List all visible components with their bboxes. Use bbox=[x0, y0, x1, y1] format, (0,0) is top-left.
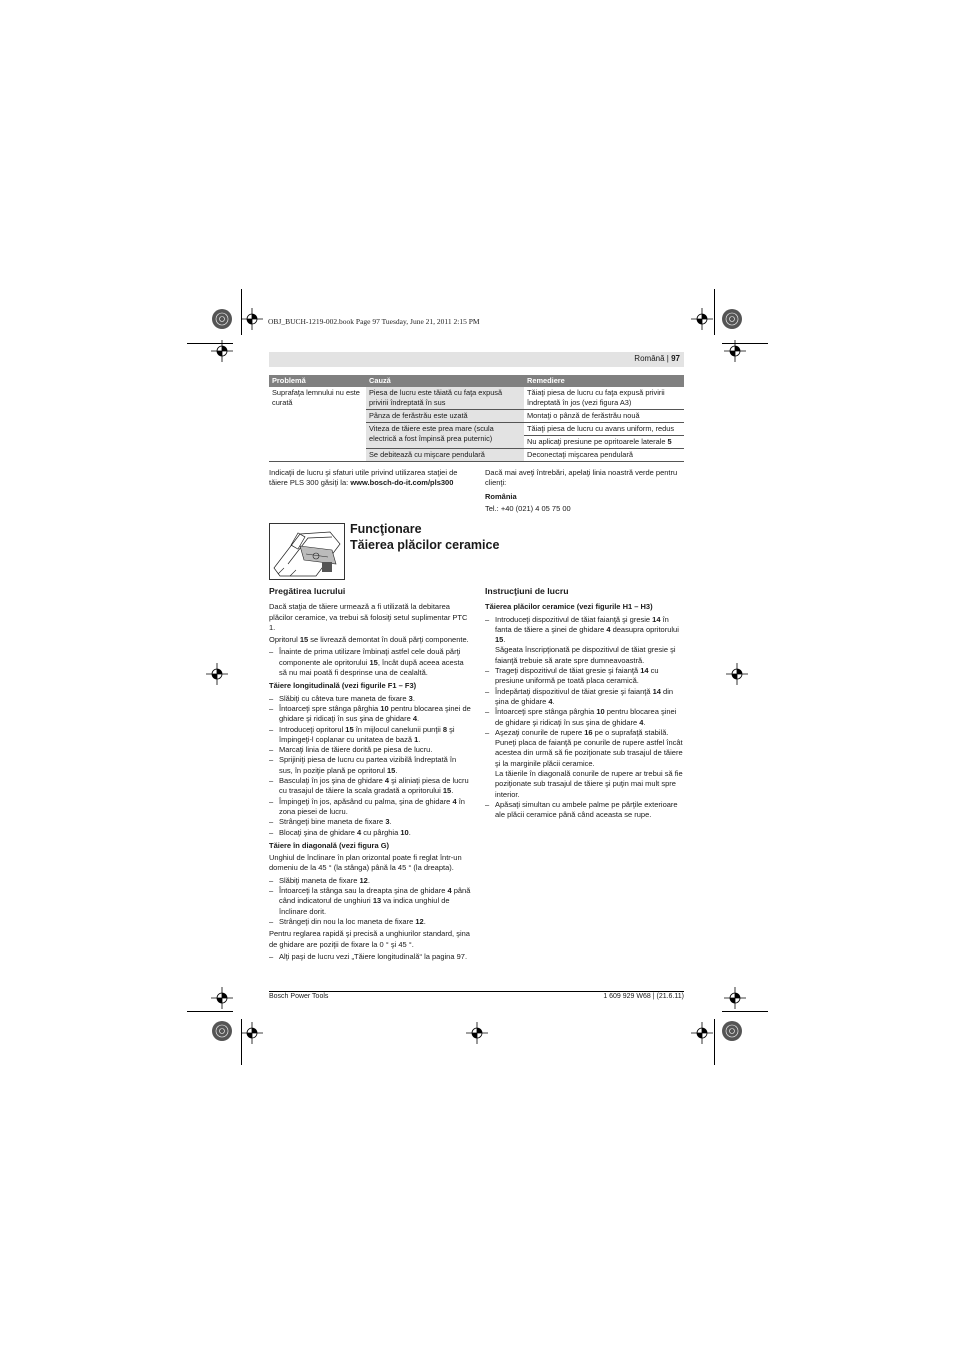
heading-instructions: Instrucţiuni de lucru bbox=[485, 586, 569, 596]
registration-target-icon bbox=[211, 1020, 233, 1042]
tips-link[interactable]: www.bosch-do-it.com/pls300 bbox=[350, 478, 454, 488]
country-label: România bbox=[485, 491, 517, 501]
section-title bbox=[350, 521, 499, 553]
cause-cell: Pânza de ferăstrău este uzată bbox=[366, 410, 524, 423]
page-number: 97 bbox=[671, 354, 680, 363]
cause-cell: Piesa de lucru este tăiată cu faţa expusă privirii îndreptată în sus bbox=[366, 387, 524, 410]
remedy-text: Nu aplicaţi presiune pe opritoarele laterale bbox=[527, 437, 668, 446]
list-item: – Strângeţi din nou la loc maneta de fixare 12. bbox=[269, 917, 471, 927]
list-item: – Îndepărtaţi dispozitivul de tăiat gresie şi faianţă 14 din şina de ghidare 4. bbox=[485, 687, 685, 708]
remedy-cell: Tăiaţi piesa de lucru cu avans uniform, redus bbox=[524, 423, 684, 436]
list-item: – Împingeţi în jos, apăsând cu palma, şina de ghidare 4 în zona piesei de lucru. bbox=[269, 797, 471, 818]
crop-mark bbox=[714, 1019, 715, 1065]
registration-target-icon bbox=[721, 1020, 743, 1042]
list-item: – Slăbiţi maneta de fixare 12. bbox=[269, 876, 471, 886]
paragraph: Dacă staţia de tăiere urmează a fi utilizată la debitarea plăcilor ceramice, va trebui să folosiţi setul suplimentar PTC 1. bbox=[269, 602, 468, 632]
page-header bbox=[634, 354, 680, 363]
list-item: – Marcaţi linia de tăiere dorită pe piesa de lucru. bbox=[269, 745, 471, 755]
list-item: – Strângeţi bine maneta de fixare 3. bbox=[269, 817, 471, 827]
list-item: – Înainte de prima utilizare îmbinaţi astfel cele două părţi componente ale opritorului 15, încât după aceea acesta să nu mai poată fi desprinse una de cealaltă. bbox=[269, 647, 471, 678]
crosshair-icon bbox=[206, 663, 228, 685]
tips-right bbox=[485, 468, 685, 516]
list-item: – Introduceţi opritorul 15 în mijlocul canelunii punţii 8 şi împingeţi-l coplanar cu unitatea de bază 1. bbox=[269, 725, 471, 746]
table-header-cell: Remediere bbox=[524, 375, 684, 387]
crosshair-icon bbox=[211, 340, 233, 362]
bullet-list bbox=[269, 876, 471, 927]
crosshair-icon bbox=[241, 308, 263, 330]
crosshair-icon bbox=[241, 1022, 263, 1044]
list-item: – Blocaţi şina de ghidare 4 cu pârghia 10. bbox=[269, 828, 471, 838]
paragraph: Unghiul de înclinare în plan orizontal poate fi reglat într-un domeniu de la 45 ° (la stânga) până la 45 ° (la dreapta). bbox=[269, 853, 462, 873]
crosshair-icon bbox=[466, 1022, 488, 1044]
remedy-cell: Deconectaţi mişcarea pendulară bbox=[524, 449, 684, 462]
tool-illustration bbox=[269, 523, 345, 580]
table-row bbox=[269, 387, 684, 410]
page-header-bar bbox=[269, 352, 684, 367]
remedy-cell: Montaţi o pânză de ferăstrău nouă bbox=[524, 410, 684, 423]
crop-mark bbox=[187, 1011, 233, 1012]
list-item: – Apăsaţi simultan cu ambele palme pe părţile exterioare ale plăcii ceramice până când aceasta se rupe. bbox=[485, 800, 685, 821]
part-number: 5 bbox=[667, 437, 672, 446]
file-info-line: OBJ_BUCH-1219-002.book Page 97 Tuesday, June 21, 2011 2:15 PM bbox=[268, 317, 480, 326]
heading-ceramic-cutting: Tăierea plăcilor ceramice (vezi figurile H1 – H3) bbox=[485, 602, 653, 612]
bullet-list bbox=[485, 615, 685, 821]
footer-rule bbox=[269, 991, 684, 992]
list-item: – Întoarceţi spre stânga pârghia 10 pentru blocarea şinei de ghidare şi ridicaţi în sus şina de ghidare 4. bbox=[269, 704, 471, 725]
registration-target-icon bbox=[211, 308, 233, 330]
list-item: – Slăbiţi cu câteva ture maneta de fixare 3. bbox=[269, 694, 471, 704]
heading-longitudinal: Tăiere longitudinală (vezi figurile F1 – F3) bbox=[269, 681, 417, 691]
footer-brand: Bosch Power Tools bbox=[269, 993, 329, 1000]
crosshair-icon bbox=[726, 663, 748, 685]
cause-cell: Viteza de tăiere este prea mare (scula electrică a fost împinsă prea puternic) bbox=[366, 423, 524, 449]
section-title-sub: Tăierea plăcilor ceramice bbox=[350, 538, 500, 552]
crop-mark bbox=[722, 1011, 768, 1012]
list-item: – Introduceţi dispozitivul de tăiat faianţă şi gresie 14 în fanta de tăiere a şinei de ghidare 4 deasupra opritorului 15. Săgeata înscripţionată pe dispozitivul de tăiat gresie şi faianţă trebuie să arate spre dumneavoastră. bbox=[485, 615, 685, 666]
section-title-main: Funcţionare bbox=[350, 522, 422, 536]
bullet-list bbox=[269, 647, 471, 678]
cause-cell: Se debitează cu mişcare pendulară bbox=[366, 449, 524, 462]
left-column bbox=[269, 586, 471, 964]
paragraph: Pentru reglarea rapidă şi precisă a unghiurilor standard, şina de ghidare are poziţii de fixare la 0 ° şi 45 °. bbox=[269, 929, 470, 949]
list-item: – Sprijiniţi piesa de lucru cu partea vizibilă îndreptată în sus, în poziţie plană pe opritorul 15. bbox=[269, 755, 471, 776]
crosshair-icon bbox=[724, 340, 746, 362]
list-item: – Trageţi dispozitivul de tăiat gresie şi faianţă 14 cu presiune uniformă pe toată placa ceramică. bbox=[485, 666, 685, 687]
crosshair-icon bbox=[211, 987, 233, 1009]
right-column bbox=[485, 586, 685, 823]
list-item: – Aşezaţi conurile de rupere 16 pe o suprafaţă stabilă. Puneţi placa de faianţă pe conurile de rupere astfel încât acestea din urmă să fie poziţionate sub trasajul de tăiere şi la marginile plăcii ceramice. La tăierile în diagonală conurile de rupere ar trebui să fie poziţionate sub trasajul de tăiere şi puţin mai mult spre interior. bbox=[485, 728, 685, 800]
heading-diagonal: Tăiere în diagonală (vezi figura G) bbox=[269, 840, 390, 850]
list-item: – Întoarceţi spre stânga pârghia 10 pentru blocarea şinei de ghidare şi ridicaţi în sus şina de ghidare 4. bbox=[485, 707, 685, 728]
crosshair-icon bbox=[691, 1022, 713, 1044]
crop-mark bbox=[714, 289, 715, 335]
bullet-list bbox=[269, 952, 471, 962]
registration-target-icon bbox=[721, 308, 743, 330]
table-header-row bbox=[269, 375, 684, 387]
list-item: – Întoarceţi la stânga sau la dreapta şina de ghidare 4 până când indicatorul de unghiuri 13 va indica unghiul de înclinare dorit. bbox=[269, 886, 471, 917]
header-language: Română bbox=[634, 354, 665, 363]
problem-cell: Suprafaţa lemnului nu este curată bbox=[269, 387, 366, 462]
remedy-cell bbox=[524, 436, 684, 449]
list-item: – Alţi paşi de lucru vezi „Tăiere longitudinală“ la pagina 97. bbox=[269, 952, 471, 962]
table-header-cell: Cauză bbox=[366, 375, 524, 387]
bullet-list bbox=[269, 694, 471, 838]
heading-preparation: Pregătirea lucrului bbox=[269, 586, 346, 596]
tips-text: Indicaţii de lucru şi sfaturi utile privind utilizarea staţiei de tăiere PLS 300 găsiţi la: bbox=[269, 468, 458, 488]
list-item: – Basculaţi în jos şina de ghidare 4 şi aliniaţi piesa de lucru cu trasajul de tăiere la scala gradată a opritorului 15. bbox=[269, 776, 471, 797]
phone-number: Tel.: +40 (021) 4 05 75 00 bbox=[485, 503, 571, 513]
footer-doc-number: 1 609 929 W68 | (21.6.11) bbox=[603, 993, 684, 1000]
tips-left bbox=[269, 468, 469, 491]
header-separator: | bbox=[666, 354, 669, 363]
troubleshooting-table bbox=[269, 375, 684, 462]
paragraph: Opritorul 15 se livrează demontat în două părţi componente. bbox=[269, 635, 469, 645]
remedy-cell: Tăiaţi piesa de lucru cu faţa expusă privirii îndreptată în jos (vezi figura A3) bbox=[524, 387, 684, 410]
crosshair-icon bbox=[724, 987, 746, 1009]
hotline-text: Dacă mai aveţi întrebări, apelaţi linia noastră verde pentru clienţi: bbox=[485, 468, 678, 488]
crosshair-icon bbox=[691, 308, 713, 330]
table-header-cell: Problemă bbox=[269, 375, 366, 387]
